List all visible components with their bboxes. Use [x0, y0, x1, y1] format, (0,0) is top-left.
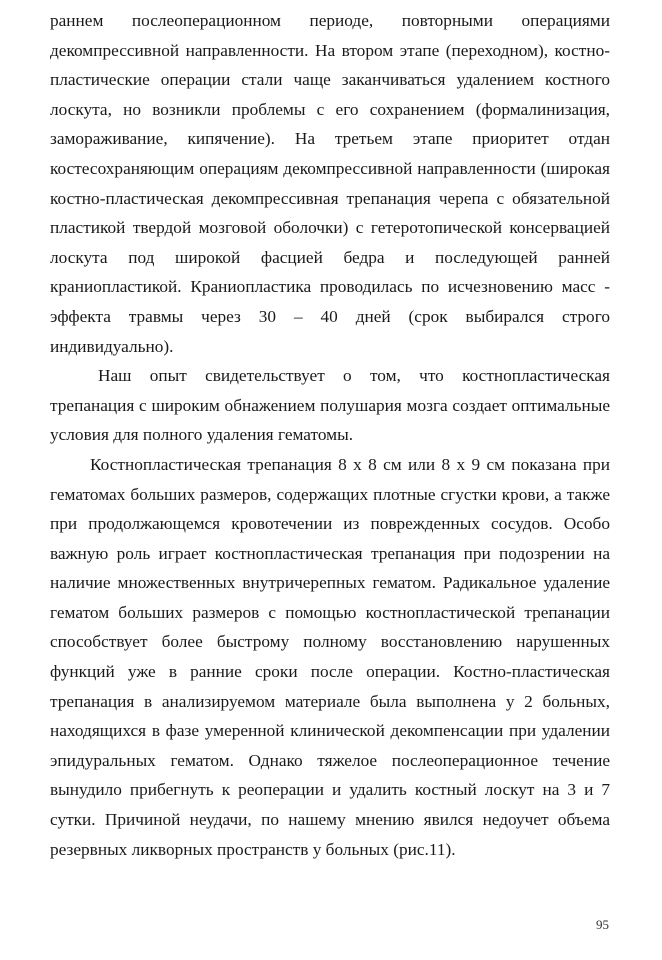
paragraph-continuation: раннем послеоперационном периоде, повторными операциями декомпрессивной направленности. На втором этапе (переходном), костно-пластические операции стали чаще заканчиваться удалением костного лоскута, но возникли проблемы с его сохранением (формалинизация, замораживание, кипячение). На третьем этапе приоритет отдан костесохраняющим операциям декомпрессивной направленности (широкая костно-пластическая декомпрессивная трепанация черепа с обязательной пластикой твердой мозговой оболочки) с гетеротопической консервацией лоскута под широкой фасцией бедра и последующей ранней краниопластикой. Краниопластика проводилась по исчезновению масс - эффекта травмы через 30 – 40 дней (срок выбирался строго индивидуально). [50, 11, 610, 356]
document-page [50, 6, 610, 864]
paragraph-experience: Наш опыт свидетельствует о том, что костнопластическая трепанация с широким обнажением полушария мозга создает оптимальные условия для полного удаления гематомы. [50, 366, 610, 445]
paragraph-trepanation: Костнопластическая трепанация 8 х 8 см или 8 х 9 см показана при гематомах больших размеров, содержащих плотные сгустки крови, а также при продолжающемся кровотечении из поврежденных сосудов. Особо важную роль играет костнопластическая трепанация при подозрении на наличие множественных внутричерепных гематом. Радикальное удаление гематом больших размеров с помощью костнопластической трепанации способствует более быстрому полному восстановлению нарушенных функций уже в ранние сроки после операции. Костно-пластическая трепанация в анализируемом материале была выполнена у 2 больных, находящихся в фазе умеренной клинической декомпенсации при удалении эпидуральных гематом. Однако тяжелое послеоперационное течение вынудило прибегнуть к реоперации и удалить костный лоскут на 3 и 7 сутки. Причиной неудачи, по нашему мнению явился недоучет объема резервных ликворных пространств у больных (рис.11). [50, 454, 610, 859]
page-number: 95 [596, 917, 609, 932]
